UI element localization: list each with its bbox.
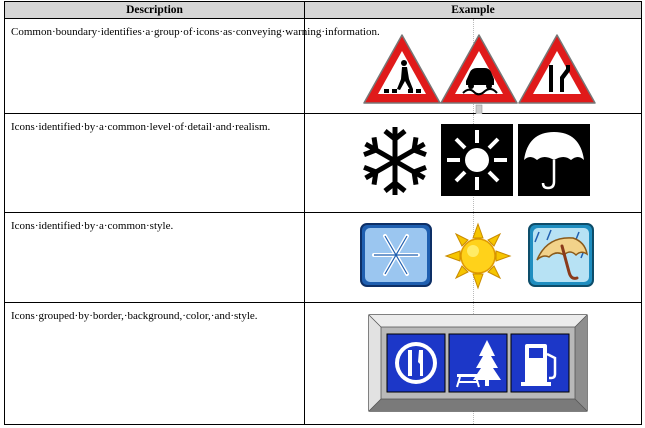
service-icons-frame: [369, 315, 587, 411]
table-row: [5, 114, 642, 213]
example-cell: [305, 114, 642, 213]
description-header: Description: [5, 2, 305, 19]
warning-signs-example: [305, 19, 641, 114]
row-description: Icons·identified·by·a·common·level·of·detail·and·realism.: [11, 121, 271, 133]
umbrella-icon: [518, 124, 590, 196]
cartoon-sun-icon: [446, 224, 510, 288]
row-description: Icons·identified·by·a·common·style.: [11, 220, 174, 232]
row-description: Common·boundary·identifies·a·group·of·icons·as·conveying·warning·information.: [11, 26, 380, 38]
rain-umbrella-tile-icon: [529, 224, 593, 286]
snowflake-icon: [361, 127, 430, 195]
fuel-station-icon: [511, 334, 569, 392]
grouped-example: [305, 303, 641, 425]
road-narrows-warning-icon: [519, 35, 595, 103]
table-row: [5, 19, 642, 114]
style-example: [305, 213, 641, 303]
example-cell: [305, 303, 642, 425]
example-header: Example: [305, 2, 642, 19]
table-row: [5, 303, 642, 425]
slippery-road-warning-icon: [441, 35, 517, 114]
realism-example: [305, 114, 641, 213]
row-description: Icons·grouped·by·border,·background,·color,·and·style.: [11, 310, 258, 322]
icon-grouping-table: [4, 1, 642, 425]
pedestrian-crossing-warning-icon: [364, 35, 440, 103]
table-row: [5, 213, 642, 303]
snowflake-tile-icon: [361, 224, 431, 286]
restaurant-icon: [387, 334, 445, 392]
picnic-area-icon: [449, 334, 507, 392]
example-cell: [305, 19, 642, 114]
sun-icon: [441, 124, 513, 196]
example-cell: [305, 213, 642, 303]
